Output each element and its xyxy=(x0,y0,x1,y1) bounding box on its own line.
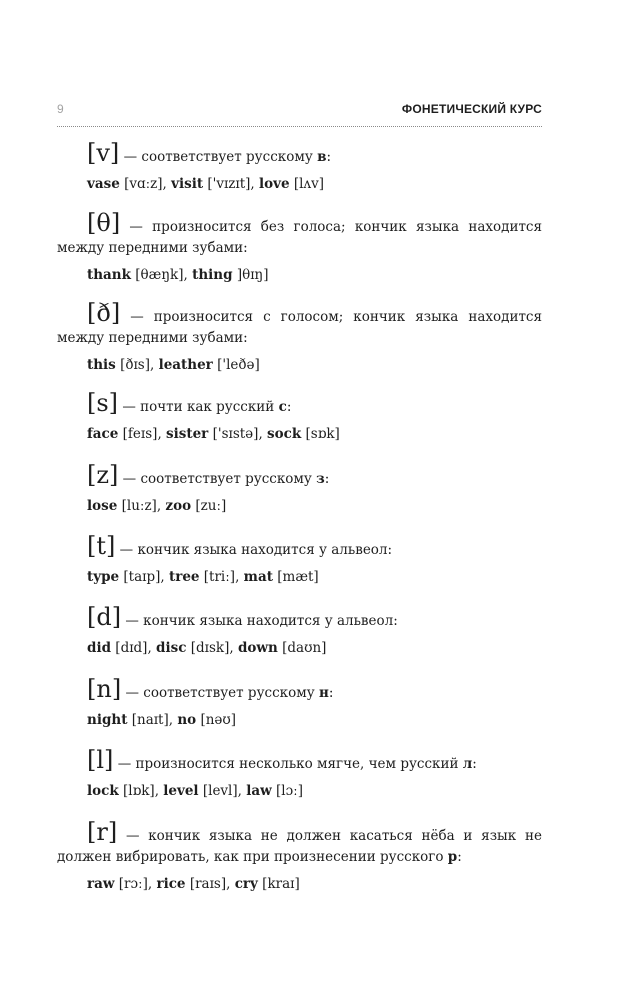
transcription: [dɪsk] xyxy=(186,640,230,656)
transcription: [naɪt] xyxy=(127,712,169,728)
phoneme-symbol: [v] xyxy=(87,139,120,167)
example-word: tree xyxy=(168,569,200,585)
russian-letter: с xyxy=(278,399,287,415)
example-word: raw xyxy=(87,876,115,892)
example-word: level xyxy=(163,783,199,799)
example-word: cry xyxy=(234,876,258,892)
example-line: thank [θæŋk], thing ]θɪŋ] xyxy=(87,267,269,283)
transcription: [raɪs] xyxy=(185,876,227,892)
phoneme-entry xyxy=(57,299,542,376)
phoneme-definition xyxy=(57,532,542,561)
transcription: [taɪp] xyxy=(119,569,161,585)
example-word: zoo xyxy=(165,498,192,514)
example-word: law xyxy=(246,783,272,799)
example-line: lose [luːz], zoo [zuː] xyxy=(87,498,227,514)
definition-text: : xyxy=(286,399,292,415)
page-number: 9 xyxy=(57,102,64,116)
transcription: [mæt] xyxy=(272,569,319,585)
transcription: [nəʊ] xyxy=(196,712,237,728)
phoneme-entry xyxy=(57,209,542,286)
example-word: this xyxy=(87,357,116,373)
running-title: ФОНЕТИЧЕСКИЙ КУРС xyxy=(401,102,542,116)
transcription: ['vɪzɪt] xyxy=(203,176,251,192)
transcription: [θæŋk] xyxy=(130,267,184,283)
definition-text: — соответствует русскому xyxy=(121,685,319,701)
phoneme-definition xyxy=(57,746,542,775)
phoneme-definition xyxy=(57,299,542,349)
example-word: type xyxy=(87,569,120,585)
russian-letter: в xyxy=(317,149,327,165)
definition-text: — соответствует русскому xyxy=(119,149,318,165)
transcription: [luːz] xyxy=(117,498,157,514)
phoneme-entry xyxy=(57,461,542,517)
example-word: leather xyxy=(158,357,213,373)
transcription: [triː] xyxy=(199,569,236,585)
definition-text: : xyxy=(472,756,477,772)
russian-letter: н xyxy=(318,685,329,701)
example-line: vase [vɑːz], visit ['vɪzɪt], love [lʌv] xyxy=(87,176,324,192)
phoneme-entry xyxy=(57,532,542,588)
transcription: [vɑːz] xyxy=(119,176,163,192)
transcription: [daʊn] xyxy=(277,640,327,656)
phoneme-entry xyxy=(57,746,542,802)
example-line: face [feɪs], sister ['sɪstə], sock [sɒk] xyxy=(87,426,340,442)
definition-text: : xyxy=(326,149,332,165)
phoneme-symbol: [r] xyxy=(87,818,118,846)
phoneme-entry xyxy=(57,603,542,659)
example-word: vase xyxy=(87,176,120,192)
transcription: ]θɪŋ] xyxy=(232,267,269,283)
definition-text: — кончик языка не должен касаться нёба и язык не должен вибрировать, как при произнесении русского xyxy=(57,828,542,865)
definition-text: — произносится с голосом; кончик языка находится между передними зубами: xyxy=(57,309,542,346)
phoneme-definition xyxy=(57,603,542,632)
definition-text: — кончик языка находится у альвеол: xyxy=(115,542,393,558)
definition-text: : xyxy=(457,849,462,865)
phoneme-symbol: [t] xyxy=(87,532,116,560)
phoneme-definition xyxy=(57,461,542,490)
transcription: [rɔː] xyxy=(114,876,148,892)
running-header xyxy=(57,100,542,127)
example-line: did [dɪd], disc [dɪsk], down [daʊn] xyxy=(87,640,327,656)
example-word: lock xyxy=(87,783,119,799)
phoneme-symbol: [ð] xyxy=(87,299,121,327)
transcription: [levl] xyxy=(198,783,238,799)
example-line: type [taɪp], tree [triː], mat [mæt] xyxy=(87,569,319,585)
example-word: sister xyxy=(166,426,209,442)
example-word: face xyxy=(87,426,119,442)
transcription: [ðɪs] xyxy=(115,357,150,373)
example-word: thing xyxy=(192,267,233,283)
transcription: [lɒk] xyxy=(118,783,155,799)
example-word: down xyxy=(237,640,278,656)
transcription: ['leðə] xyxy=(212,357,260,373)
phoneme-symbol: [s] xyxy=(87,389,119,417)
phoneme-definition xyxy=(57,675,542,704)
example-word: love xyxy=(259,176,290,192)
example-word: rice xyxy=(156,876,186,892)
definition-text: — почти как русский xyxy=(118,399,279,415)
example-line: night [naɪt], no [nəʊ] xyxy=(87,712,237,728)
transcription: [kraɪ] xyxy=(257,876,300,892)
phoneme-entry xyxy=(57,818,542,895)
example-line: this [ðɪs], leather ['leðə] xyxy=(87,357,260,373)
phoneme-definition xyxy=(57,389,542,418)
phoneme-symbol: [n] xyxy=(87,675,122,703)
example-word: night xyxy=(87,712,128,728)
phoneme-definition xyxy=(57,139,542,168)
phoneme-entry xyxy=(57,389,542,445)
example-word: disc xyxy=(156,640,187,656)
transcription: [feɪs] xyxy=(118,426,158,442)
phoneme-symbol: [θ] xyxy=(87,209,121,237)
definition-text: — произносится несколько мягче, чем русский xyxy=(113,756,463,772)
transcription: ['sɪstə] xyxy=(208,426,259,442)
transcription: [lɔː] xyxy=(271,783,303,799)
phoneme-definition xyxy=(57,818,542,868)
example-word: no xyxy=(177,712,197,728)
transcription: [sɒk] xyxy=(301,426,340,442)
phoneme-symbol: [d] xyxy=(87,603,122,631)
russian-letter: з xyxy=(316,471,325,487)
phoneme-entry xyxy=(57,675,542,731)
phoneme-symbol: [l] xyxy=(87,746,114,774)
example-line: lock [lɒk], level [levl], law [lɔː] xyxy=(87,783,303,799)
phoneme-symbol: [z] xyxy=(87,461,119,489)
example-word: lose xyxy=(87,498,118,514)
definition-text: : xyxy=(324,471,330,487)
example-word: thank xyxy=(87,267,131,283)
definition-text: — произносится без голоса; кончик языка находится между передними зубами: xyxy=(57,219,542,256)
russian-letter: л xyxy=(462,756,473,772)
example-word: mat xyxy=(243,569,273,585)
example-word: sock xyxy=(267,426,302,442)
phoneme-definition xyxy=(57,209,542,259)
transcription: [lʌv] xyxy=(289,176,324,192)
example-line: raw [rɔː], rice [raɪs], cry [kraɪ] xyxy=(87,876,300,892)
phoneme-entry xyxy=(57,139,542,195)
definition-text: — соответствует русскому xyxy=(118,471,317,487)
example-word: visit xyxy=(171,176,204,192)
definition-text: — кончик языка находится у альвеол: xyxy=(121,613,398,629)
russian-letter: р xyxy=(447,849,458,865)
definition-text: : xyxy=(328,685,334,701)
transcription: [dɪd] xyxy=(111,640,148,656)
transcription: [zuː] xyxy=(191,498,227,514)
example-word: did xyxy=(87,640,112,656)
